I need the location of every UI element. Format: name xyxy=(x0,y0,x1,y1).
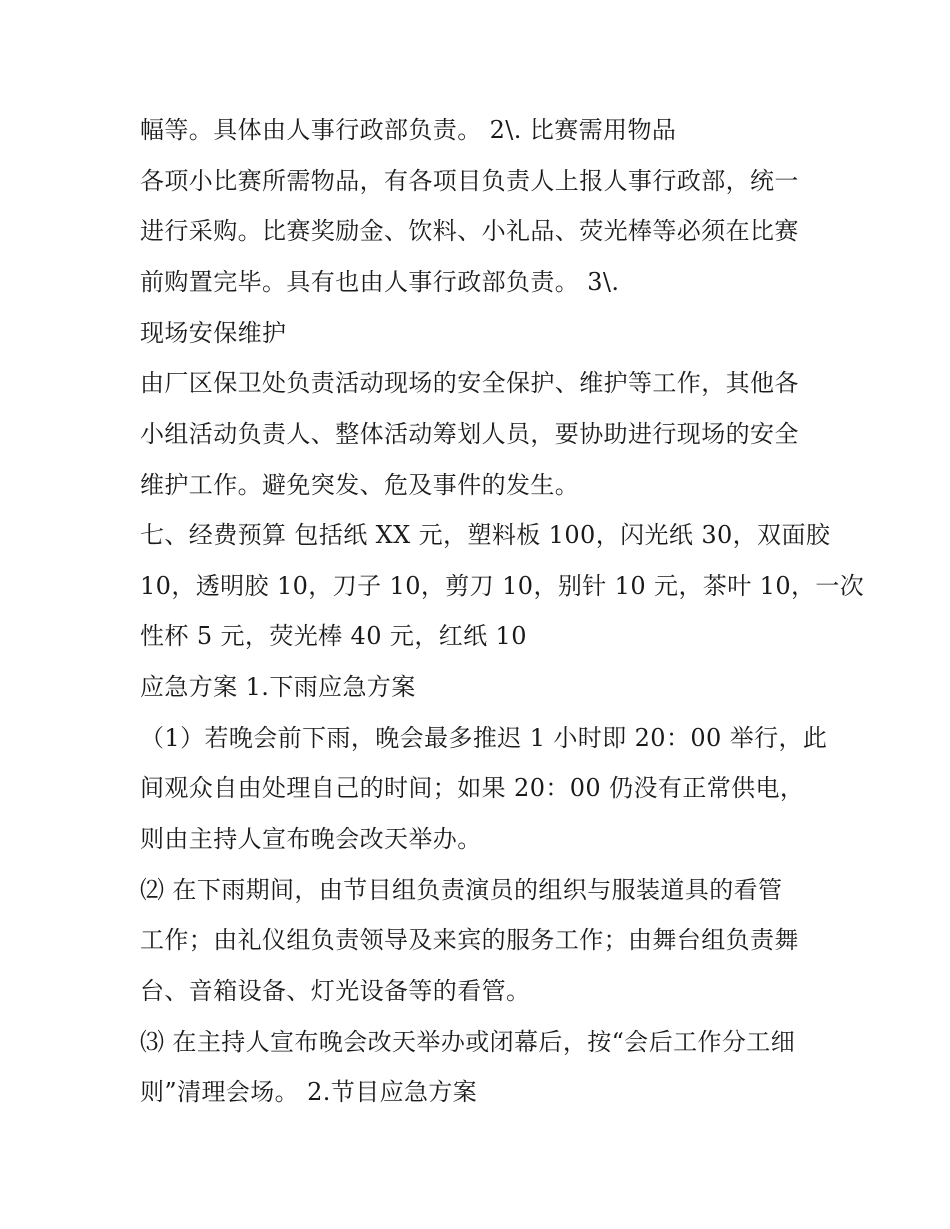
section-heading: 现场安保维护 xyxy=(140,319,287,347)
text-line: 性杯 5 元，荧光棒 40 元，红纸 10 xyxy=(140,622,527,650)
text-line: 则由主持人宣布晚会改天举办。 xyxy=(140,825,482,853)
section-heading: 应急方案 1.下雨应急方案 xyxy=(140,673,416,701)
text-line: 台、音箱设备、灯光设备等的看管。 xyxy=(140,977,531,1005)
text-line: 则”清理会场。 2.节目应急方案 xyxy=(140,1078,478,1106)
text-line: （1）若晚会前下雨，晚会最多推迟 1 小时即 20：00 举行，此 xyxy=(140,724,828,752)
text-line: 小组活动负责人、整体活动筹划人员，要协助进行现场的安全 xyxy=(140,420,799,448)
text-line: 由厂区保卫处负责活动现场的安全保护、维护等工作，其他各 xyxy=(140,369,799,397)
text-line: ⑶ 在主持人宣布晚会改天举办或闭幕后，按“会后工作分工细 xyxy=(140,1028,796,1056)
text-line: 维护工作。避免突发、危及事件的发生。 xyxy=(140,471,580,499)
text-line: 前购置完毕。具有也由人事行政部负责。 3\. xyxy=(140,268,620,296)
text-line: 间观众自由处理自己的时间；如果 20：00 仍没有正常供电， xyxy=(140,774,805,802)
text-line: 进行采购。比赛奖励金、饮料、小礼品、荧光棒等必须在比赛 xyxy=(140,217,799,245)
text-line: 工作；由礼仪组负责领导及来宾的服务工作；由舞台组负责舞 xyxy=(140,926,799,954)
text-line: 各项小比赛所需物品，有各项目负责人上报人事行政部，统一 xyxy=(140,167,799,195)
text-line: 幅等。具体由人事行政部负责。 2\. 比赛需用物品 xyxy=(140,116,677,144)
text-line: 10，透明胶 10，刀子 10，剪刀 10，别针 10 元，茶叶 10，一次 xyxy=(140,572,865,600)
text-line: ⑵ 在下雨期间，由节目组负责演员的组织与服装道具的看管 xyxy=(140,876,783,904)
text-line: 七、经费预算 包括纸 XX 元，塑料板 100，闪光纸 30，双面胶 xyxy=(140,521,831,549)
